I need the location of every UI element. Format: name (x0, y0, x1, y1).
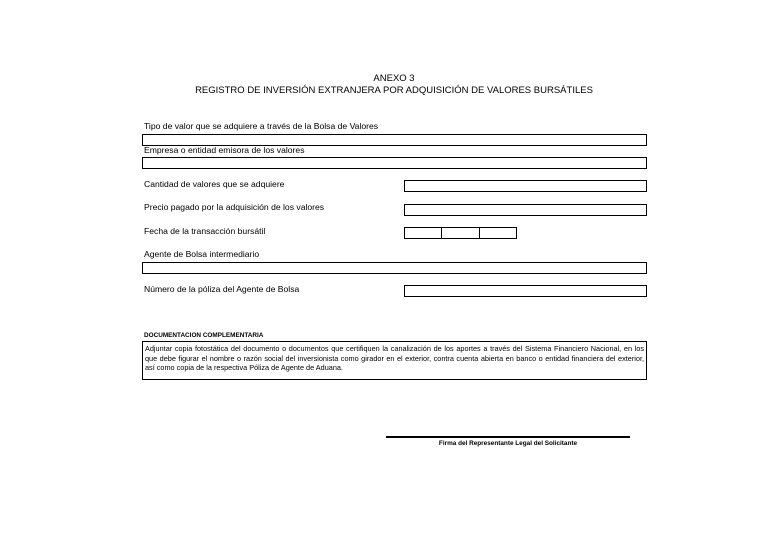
empresa-field[interactable] (142, 157, 647, 169)
poliza-label: Número de la póliza del Agente de Bolsa (144, 284, 300, 294)
documentation-text: Adjuntar copia fotostática del documento o documentos que certifiquen la canalización de los aportes a través del Sistema Financiero Nacional, en los que debe figurar el nombre o razón social del inversionista como girador en el exterior, contra cuenta abierta en banco o entidad financiera del exterior, así como copia de la respectiva Póliza de Agente de Aduana. (142, 341, 647, 380)
agente-field[interactable] (142, 262, 647, 274)
agente-label: Agente de Bolsa intermediario (144, 249, 260, 259)
signature-label: Firma del Representante Legal del Solicitante (438, 440, 578, 447)
precio-label: Precio pagado por la adquisición de los valores (144, 202, 325, 212)
cantidad-label: Cantidad de valores que se adquiere (144, 179, 285, 189)
signature-line (386, 436, 630, 438)
tipo-valor-label: Tipo de valor que se adquiere a través de la Bolsa de Valores (144, 121, 379, 131)
fecha-field (404, 227, 517, 239)
fecha-label: Fecha de la transacción bursátil (144, 226, 266, 236)
fecha-month-field[interactable] (442, 228, 479, 238)
fecha-year-field[interactable] (480, 228, 516, 238)
empresa-label: Empresa o entidad emisora de los valores (144, 145, 305, 155)
poliza-field[interactable] (404, 285, 647, 297)
form-title: REGISTRO DE INVERSIÓN EXTRANJERA POR ADQUISICIÓN DE VALORES BURSÁTILES (195, 85, 593, 96)
cantidad-field[interactable] (404, 180, 647, 192)
annex-number: ANEXO 3 (373, 73, 415, 84)
fecha-day-field[interactable] (405, 228, 442, 238)
documentation-title: DOCUMENTACION COMPLEMENTARIA (144, 332, 264, 339)
precio-field[interactable] (404, 204, 647, 216)
